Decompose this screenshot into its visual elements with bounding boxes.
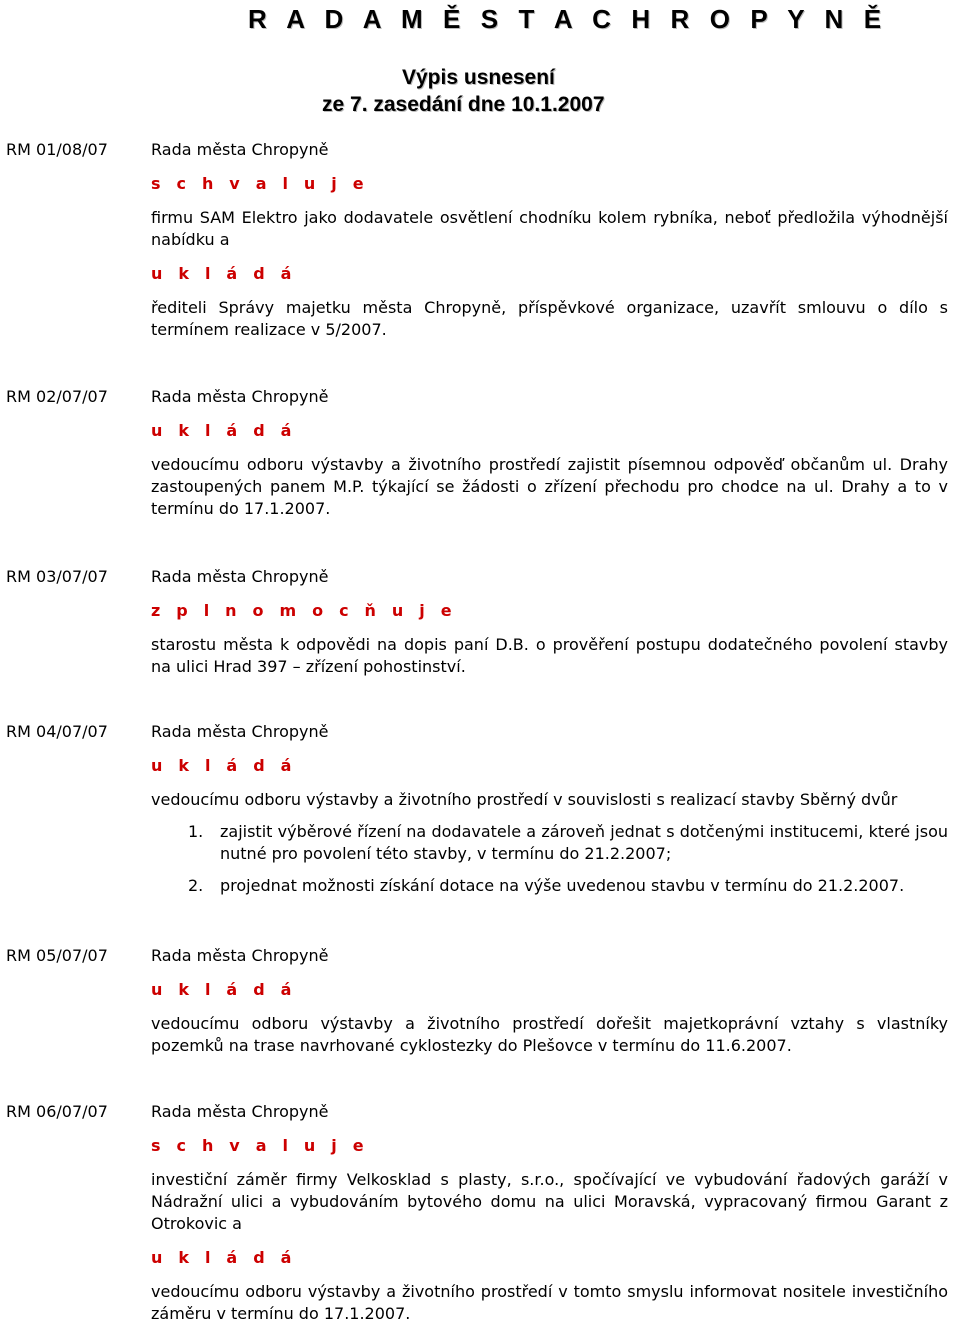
resolution-id: RM 01/08/07 [6,140,108,159]
task-list-item [151,821,948,865]
resolution-verb: u k l á d á [151,264,297,283]
resolution-body [151,566,948,678]
council-name: Rada města Chropyně [151,140,329,159]
minutes-heading-line1: Výpis usnesení [402,66,555,89]
resolution-id: RM 02/07/07 [6,387,108,406]
task-list-item [151,875,948,897]
task-text: zajistit výběrové řízení na dodavatele a zároveň jednat s dotčenými institucemi, které jsou nutné pro povolení této stavby, v termínu do 21.2.2007; [220,822,948,863]
resolution-verb: u k l á d á [151,980,297,999]
council-name: Rada města Chropyně [151,1102,329,1121]
resolution-text: vedoucímu odboru výstavby a životního prostředí dořešit majetkoprávní vztahy s vlastníky pozemků na trase navrhované cyklostezky do Plešovce v termínu do 11.6.2007. [151,1014,948,1055]
council-name: Rada města Chropyně [151,387,329,406]
resolution-verb: u k l á d á [151,1248,297,1267]
resolution-body [151,1101,948,1325]
resolution-text: vedoucímu odboru výstavby a životního prostředí v tomto smyslu informovat nositele investičního záměru v termínu do 17.1.2007. [151,1282,948,1323]
resolution-body [151,139,948,341]
resolution-text: starostu města k odpovědi na dopis paní D.B. o prověření postupu dodatečného povolení stavby na ulici Hrad 397 – zřízení pohostinství. [151,635,948,676]
task-text: projednat možnosti získání dotace na výše uvedenou stavbu v termínu do 21.2.2007. [220,876,905,895]
council-name: Rada města Chropyně [151,722,329,741]
resolution-verb: s c h v a l u j e [151,174,369,193]
resolution-id: RM 03/07/07 [6,567,108,586]
minutes-heading-line2: ze 7. zasedání dne 10.1.2007 [322,93,605,116]
resolution-id: RM 06/07/07 [6,1102,108,1121]
resolution-verb: u k l á d á [151,421,297,440]
resolution-text: řediteli Správy majetku města Chropyně, příspěvkové organizace, uzavřít smlouvu o dílo s termínem realizace v 5/2007. [151,298,948,339]
resolution-id: RM 04/07/07 [6,722,108,741]
resolution-id: RM 05/07/07 [6,946,108,965]
resolution-text: firmu SAM Elektro jako dodavatele osvětlení chodníku kolem rybníka, neboť předložila výhodnější nabídku a [151,208,948,249]
resolution-body [151,945,948,1057]
council-name: Rada města Chropyně [151,946,329,965]
resolution-text: vedoucímu odboru výstavby a životního prostředí v souvislosti s realizací stavby Sběrný dvůr [151,790,898,809]
resolution-verb: u k l á d á [151,756,297,775]
council-title: R A D A M Ě S T A C H R O P Y N Ě [248,4,888,34]
resolution-verb: s c h v a l u j e [151,1136,369,1155]
council-name: Rada města Chropyně [151,567,329,586]
resolution-text: vedoucímu odboru výstavby a životního prostředí zajistit písemnou odpověď občanům ul. Drahy zastoupených panem M.P. týkající se žádosti o zřízení přechodu pro chodce na ul. Drahy a to v termínu do 17.1.2007. [151,455,948,518]
task-list [151,821,948,897]
minutes-heading [322,64,662,118]
resolution-text: investiční záměr firmy Velkosklad s plasty, s.r.o., spočívající ve vybudování řadových garáží v Nádražní ulici a vybudováním bytového domu na ulici Moravská, vypracovaný firmou Garant z Otrokovic a [151,1170,948,1233]
resolution-body [151,721,948,907]
resolution-verb: z p l n o m o c ň u j e [151,601,457,620]
task-number: 2. [188,876,204,895]
task-number: 1. [188,822,204,841]
resolution-body [151,386,948,520]
